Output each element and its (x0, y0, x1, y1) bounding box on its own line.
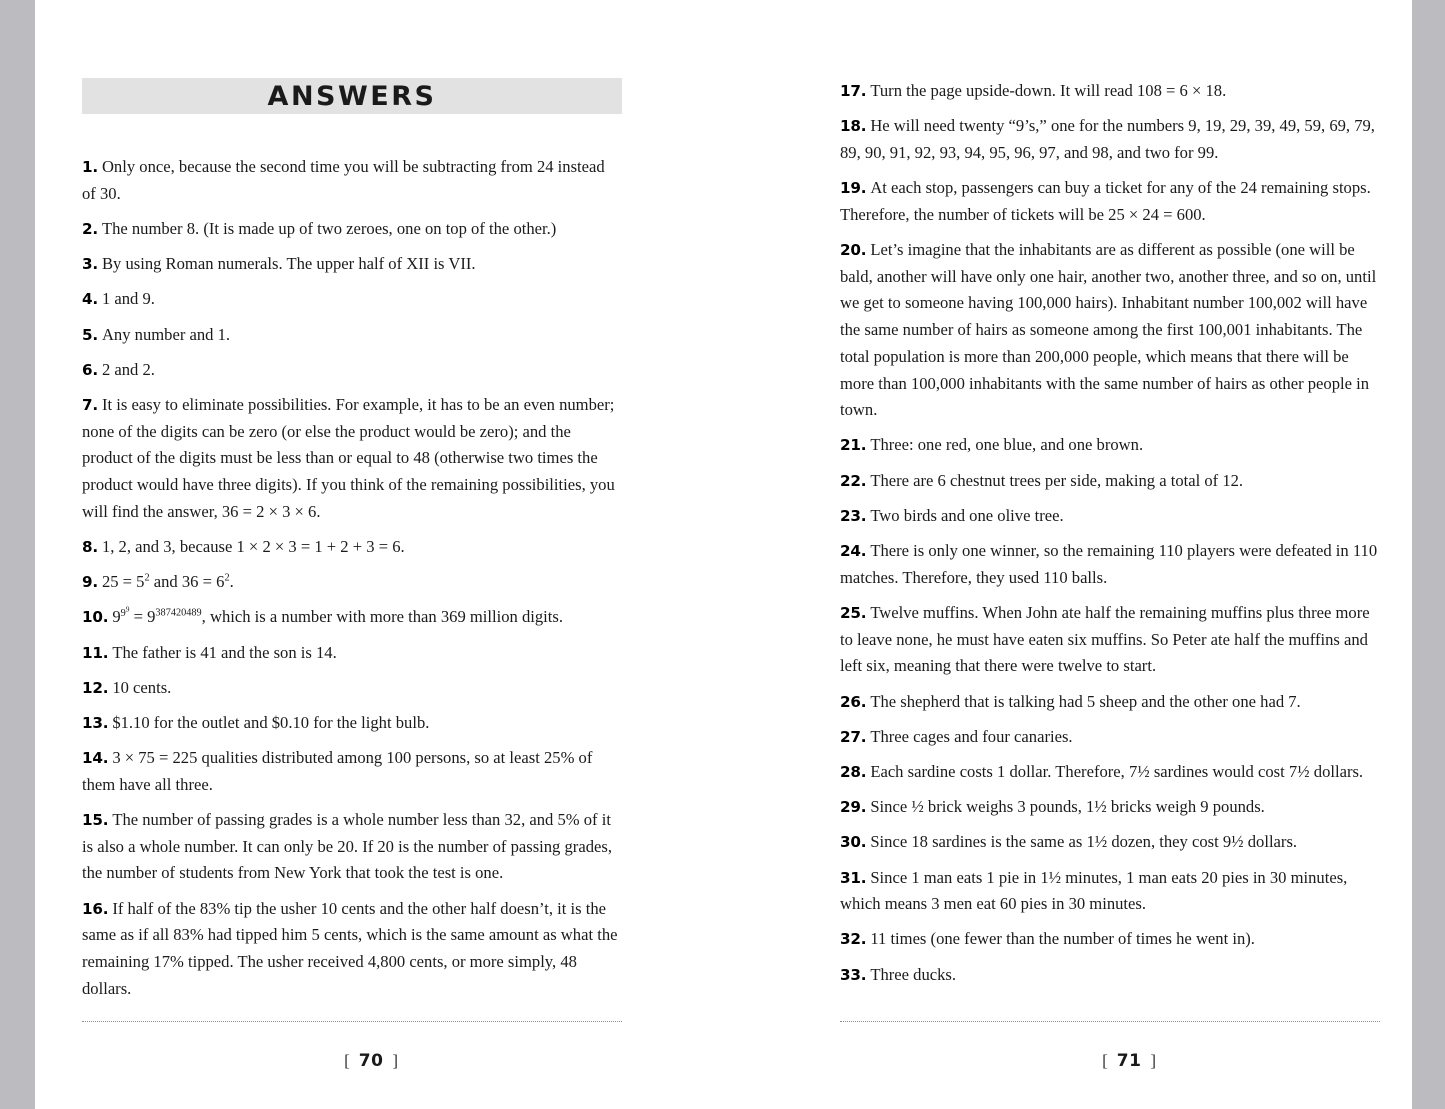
answer-number: 12. (82, 678, 109, 697)
answer-number: 29. (840, 798, 867, 817)
answer-text: At each stop, passengers can buy a ticket for any of the 24 remaining stops. Therefore, the number of tickets will be 25 × 24 = 600. (840, 178, 1371, 224)
folio-left (82, 1033, 622, 1089)
answer-item (82, 807, 622, 887)
answer-number: 5. (82, 325, 98, 344)
answer-text: $1.10 for the outlet and $0.10 for the light bulb. (112, 712, 430, 732)
answer-text: Since ½ brick weighs 3 pounds, 1½ bricks weigh 9 pounds. (870, 797, 1265, 817)
footer-divider (82, 1021, 622, 1022)
answer-number: 6. (82, 360, 98, 379)
answer-number: 24. (840, 542, 867, 561)
answer-item (82, 392, 622, 526)
answer-item (82, 569, 622, 596)
page-edge-strip-right (1412, 0, 1445, 1109)
right-page (812, 0, 1412, 1109)
answer-number: 8. (82, 537, 98, 556)
answer-number: 21. (840, 436, 867, 455)
answer-item (840, 538, 1380, 591)
answer-item (82, 640, 622, 667)
answer-text: There are 6 chestnut trees per side, making a total of 12. (870, 470, 1244, 490)
answer-number: 32. (840, 930, 867, 949)
answer-text: Since 1 man eats 1 pie in 1½ minutes, 1 man eats 20 pies in 30 minutes, which means 3 men eat 60 pies in 30 minutes. (840, 867, 1348, 914)
answer-text: There is only one winner, so the remaining 110 players were defeated in 110 matches. Therefore, they used 110 balls. (840, 541, 1378, 587)
answer-item (82, 534, 622, 561)
answer-number: 14. (82, 749, 109, 768)
answer-text: Three: one red, one blue, and one brown. (870, 435, 1144, 455)
page-number-left: 70 (358, 1051, 384, 1071)
answer-text: $25 = 5^2$ and $36 = 6^2$. (101, 572, 234, 592)
page-title: ANSWERS (267, 80, 437, 112)
answer-text: He will need twenty “9’s,” one for the numbers 9, 19, 29, 39, 49, 59, 69, 79, 89, 90, 91, 92, 93, 94, 95, 96, 97, and 98, and two for 99. (840, 116, 1375, 162)
answer-number: 3. (82, 255, 98, 274)
left-page-footer (82, 1021, 622, 1089)
answer-item (82, 251, 622, 278)
answer-number: 11. (82, 643, 109, 662)
answer-text: Twelve muffins. When John ate half the remaining muffins plus three more to leave none, he must have eaten six muffins. So Peter ate half the muffins and left six, meaning that there were twelve to start. (840, 602, 1370, 676)
answer-text: Only once, because the second time you will be subtracting from 24 instead of 30. (82, 157, 605, 203)
answer-item (82, 675, 622, 702)
right-page-footer (840, 1021, 1380, 1089)
book-spread (35, 0, 1412, 1109)
left-page (35, 0, 635, 1109)
answer-number: 23. (840, 506, 867, 525)
answers-title-band (82, 78, 622, 114)
answer-text: 1, 2, and 3, because 1 × 2 × 3 = 1 + 2 + 3 = 6. (101, 536, 405, 556)
answer-item (840, 175, 1380, 228)
answer-number: 2. (82, 219, 98, 238)
answer-text: By using Roman numerals. The upper half of XII is VII. (101, 254, 476, 274)
answer-number: 13. (82, 713, 109, 732)
answer-item (840, 865, 1380, 918)
answer-number: 28. (840, 762, 867, 781)
answer-item (82, 286, 622, 313)
answer-text: 11 times (one fewer than the number of times he went in). (870, 929, 1255, 949)
answer-text: Three ducks. (870, 964, 957, 984)
page-edge-strip-left (0, 0, 35, 1109)
answer-number: 25. (840, 603, 867, 622)
answer-text: It is easy to eliminate possibilities. For example, it has to be an even number; none of the digits can be zero (or else the product would be zero); and the product of the digits must be less than or equal to 48 (otherwise two times the product would have three digits). If you think of the remaining possibilities, you will find the answer, 36 = 2 × 3 × 6. (82, 394, 615, 521)
answer-number: 31. (840, 868, 867, 887)
answer-text: Three cages and four canaries. (870, 726, 1073, 746)
answer-text: 1 and 9. (101, 289, 155, 309)
left-page-body (82, 78, 622, 1002)
answer-number: 1. (82, 158, 98, 176)
answer-text: Let’s imagine that the inhabitants are as different as possible (one will be bald, another will have only one hair, another two, another three, and so on, until we get to someone having 100,000 hairs). Inhabitant number 100,002 will have the same number of hairs as someone among the first 100,001 inhabitants. The total population is more than 200,000 people, which means that there will be more than 100,000 inhabitants with the same number of hairs as other people in town. (840, 240, 1377, 420)
answer-number: 30. (840, 833, 867, 852)
answer-item (840, 962, 1380, 989)
answer-text: $9^{9^9} = 9^{387420489}$, which is a number with more than 369 million digits. (112, 604, 564, 627)
answer-text: The shepherd that is talking had 5 sheep and the other one had 7. (870, 691, 1301, 711)
answer-item (840, 237, 1380, 424)
answer-text: Each sardine costs 1 dollar. Therefore, 7½ sardines would cost 7½ dollars. (870, 761, 1364, 781)
answer-number: 4. (82, 290, 98, 309)
answer-item (840, 926, 1380, 953)
answer-text: 3 × 75 = 225 qualities distributed among 100 persons, so at least 25% of them have all three. (82, 748, 593, 794)
answer-text: The number of passing grades is a whole number less than 32, and 5% of it is also a whole number. It can only be 20. If 20 is the number of passing grades, the number of students from New York that took the test is one. (82, 810, 612, 883)
answer-item (840, 432, 1380, 459)
answer-text: Any number and 1. (101, 324, 231, 344)
answer-text: Two birds and one olive tree. (870, 505, 1064, 525)
answer-item (840, 113, 1380, 166)
answer-item (840, 829, 1380, 856)
answer-item (840, 794, 1380, 821)
answer-text: If half of the 83% tip the usher 10 cents and the other half doesn’t, it is the same as if all 83% had tipped him 5 cents, which is the same amount as what the remaining 17% tipped. The usher received 4,800 cents, or more simply, 48 dollars. (82, 898, 618, 998)
answer-number: 22. (840, 471, 867, 490)
answer-item (82, 216, 622, 243)
folio-bracket-close: ] (392, 1051, 399, 1070)
footer-divider (840, 1021, 1380, 1022)
answer-text: The number 8. (It is made up of two zeroes, one on top of the other.) (101, 218, 557, 238)
answers-list-right (840, 78, 1380, 988)
answer-item (840, 468, 1380, 495)
folio-bracket-open: [ (344, 1051, 350, 1070)
folio-right (840, 1033, 1380, 1089)
answer-number: 9. (82, 573, 98, 592)
answer-item (82, 154, 622, 207)
folio-bracket-open: [ (1102, 1051, 1108, 1070)
answer-text: 2 and 2. (101, 359, 155, 379)
answer-item (840, 503, 1380, 530)
answer-number: 7. (82, 395, 98, 414)
answer-item (840, 78, 1380, 105)
answer-text: 10 cents. (112, 677, 172, 697)
answer-number: 19. (840, 179, 867, 198)
answer-number: 17. (840, 82, 867, 100)
answer-text: Turn the page upside-down. It will read 108 = 6 × 18. (870, 81, 1227, 100)
answer-item (82, 745, 622, 798)
answer-number: 16. (82, 899, 109, 918)
answer-number: 26. (840, 692, 867, 711)
answer-text: The father is 41 and the son is 14. (112, 642, 337, 662)
page-number-right: 71 (1116, 1051, 1142, 1071)
answer-item (82, 357, 622, 384)
answer-number: 20. (840, 241, 867, 260)
answer-number: 27. (840, 727, 867, 746)
answer-item (82, 604, 622, 631)
answer-item (840, 724, 1380, 751)
answer-number: 33. (840, 965, 867, 984)
answer-item (840, 689, 1380, 716)
answer-item (82, 322, 622, 349)
answer-item (82, 710, 622, 737)
answer-number: 15. (82, 811, 109, 830)
answer-item (840, 600, 1380, 680)
folio-bracket-close: ] (1150, 1051, 1157, 1070)
answers-list-left (82, 154, 622, 1002)
answer-item (840, 759, 1380, 786)
answer-text: Since 18 sardines is the same as 1½ dozen, they cost 9½ dollars. (870, 832, 1298, 852)
answer-number: 18. (840, 117, 867, 136)
answer-number: 10. (82, 608, 109, 627)
answer-item (82, 896, 622, 1003)
right-page-body (840, 78, 1380, 988)
